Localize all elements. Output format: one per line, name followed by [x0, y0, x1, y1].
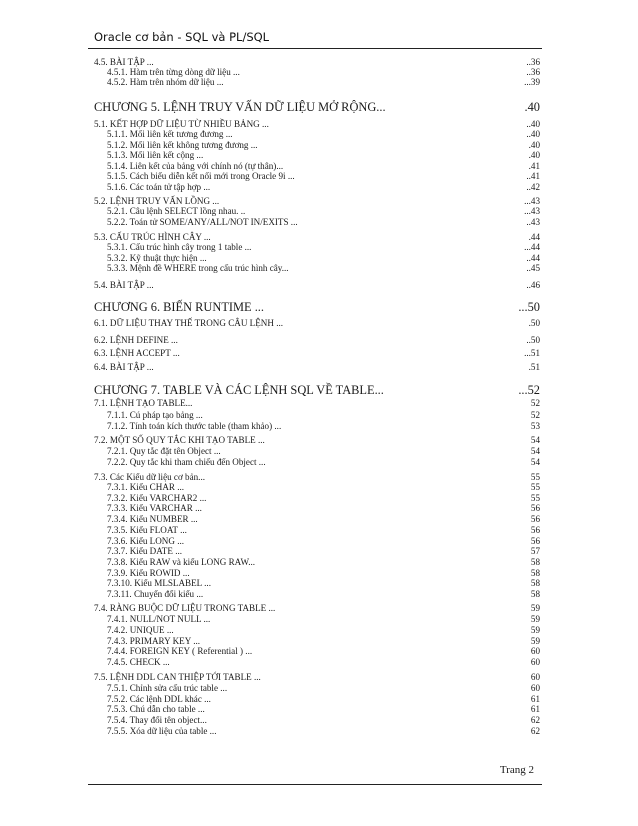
toc-subentry	[107, 482, 540, 492]
toc-subentry	[107, 182, 540, 192]
toc-entry-page: .40	[524, 100, 540, 114]
toc-subentry	[107, 242, 540, 252]
toc-entry-title: 6.4. BÀI TẬP ...	[94, 362, 154, 372]
toc-entry	[94, 398, 540, 408]
toc-entry-page: 62	[530, 715, 540, 725]
toc-entry-page: 55	[530, 493, 540, 503]
toc-entry-page: ..50	[526, 335, 540, 345]
toc-entry-title: 7.1.2. Tính toán kích thước table (tham khảo) ...	[107, 421, 282, 431]
toc-entry	[94, 435, 540, 445]
toc-subentry	[107, 263, 540, 273]
toc-entry-page: 57	[530, 546, 540, 556]
toc-entry	[94, 119, 540, 129]
toc-subentry	[107, 636, 540, 646]
toc-entry	[94, 57, 540, 67]
toc-subentry	[107, 625, 540, 635]
toc-subentry	[107, 150, 540, 160]
toc-entry-title: 7.4.5. CHECK ...	[107, 657, 170, 667]
toc-entry	[94, 280, 540, 290]
toc-entry-title: 7.3.3. Kiểu VARCHAR ...	[107, 503, 202, 513]
toc-entry-title: 7.3.6. Kiểu LONG ...	[107, 536, 185, 546]
toc-entry-page: 58	[530, 568, 540, 578]
toc-entry-page: ...51	[524, 348, 540, 358]
toc-entry-title: 4.5. BÀI TẬP ...	[94, 57, 154, 67]
toc-entry-title: 7.3.4. Kiểu NUMBER ...	[107, 514, 198, 524]
toc-subentry	[107, 446, 540, 456]
toc-entry-title: 5.2.2. Toán tử SOME/ANY/ALL/NOT IN/EXITS ...	[107, 217, 298, 227]
toc-entry-page: 54	[530, 435, 540, 445]
toc-subentry	[107, 536, 540, 546]
toc-entry-title: 7.3.10. Kiểu MLSLABEL ...	[107, 578, 211, 588]
toc-entry-title: 7.3.9. Kiểu ROWID ...	[107, 568, 190, 578]
toc-subentry	[107, 140, 540, 150]
toc-entry-page: 58	[530, 589, 540, 599]
toc-entry-page: 54	[530, 457, 540, 467]
toc-entry-page: 55	[530, 472, 540, 482]
toc-entry-page: 61	[530, 694, 540, 704]
toc-entry	[94, 196, 540, 206]
toc-entry-page: 59	[530, 636, 540, 646]
toc-entry-title: 7.4.1. NULL/NOT NULL ...	[107, 614, 211, 624]
toc-subentry	[107, 129, 540, 139]
toc-entry	[94, 335, 540, 345]
toc-subentry	[107, 646, 540, 656]
toc-entry-page: ..36	[526, 57, 540, 67]
toc-entry-page: ..46	[526, 280, 540, 290]
toc-entry-page: ..40	[526, 119, 540, 129]
toc-entry-page: 59	[530, 614, 540, 624]
toc-entry-page: 60	[530, 646, 540, 656]
toc-entry-page: 56	[530, 525, 540, 535]
toc-entry-page: ..41	[526, 171, 540, 181]
toc-entry-title: 5.1.5. Cách biểu diễn kết nối mới trong Oracle 9i ...	[107, 171, 295, 181]
toc-subentry	[107, 217, 540, 227]
toc-entry-title: 7.4.4. FOREIGN KEY ( Referential ) ...	[107, 646, 253, 656]
toc-entry-page: ...44	[524, 242, 540, 252]
toc-chapter	[94, 300, 540, 314]
toc-subentry	[107, 253, 540, 263]
header-rule	[88, 48, 542, 49]
toc-entry-page: 56	[530, 514, 540, 524]
toc-entry-title: 6.2. LỆNH DEFINE ...	[94, 335, 178, 345]
toc-entry-page: 58	[530, 578, 540, 588]
toc-chapter	[94, 383, 540, 397]
toc-entry-page: ..42	[526, 182, 540, 192]
toc-entry-title: 5.3.1. Cấu trúc hình cây trong 1 table ...	[107, 242, 252, 252]
toc-entry-title: 7.4.3. PRIMARY KEY ...	[107, 636, 201, 646]
toc-entry-page: ...43	[524, 196, 540, 206]
toc-entry-title: 7.3.1. Kiểu CHAR ...	[107, 482, 185, 492]
toc-entry-page: .40	[528, 140, 540, 150]
toc-entry-page: 55	[530, 482, 540, 492]
toc-subentry	[107, 161, 540, 171]
toc-entry-title: 7.3.7. Kiểu DATE ...	[107, 546, 183, 556]
toc-entry-title: 7.2.2. Quy tắc khi tham chiếu đến Object ...	[107, 457, 266, 467]
toc-entry-page: .44	[528, 232, 540, 242]
toc-entry-page: 53	[530, 421, 540, 431]
toc-entry-page: ..43	[526, 217, 540, 227]
toc-entry-title: CHƯƠNG 7. TABLE VÀ CÁC LỆNH SQL VỀ TABLE...	[94, 383, 384, 397]
toc-entry-title: 7.4. RÀNG BUỘC DỮ LIỆU TRONG TABLE ...	[94, 603, 276, 613]
toc-entry-page: 58	[530, 557, 540, 567]
toc-subentry	[107, 715, 540, 725]
toc-entry-title: 7.3.2. Kiểu VARCHAR2 ...	[107, 493, 207, 503]
toc-subentry	[107, 493, 540, 503]
toc-entry-page: 61	[530, 704, 540, 714]
toc-subentry	[107, 171, 540, 181]
toc-entry-page: .50	[528, 318, 540, 328]
toc-entry	[94, 232, 540, 242]
toc-entry-title: 5.1.4. Liên kết của bảng với chính nó (tự thân)...	[107, 161, 284, 171]
toc-entry-page: ...39	[524, 77, 540, 87]
toc-entry-title: 5.3.3. Mệnh đề WHERE trong cấu trúc hình cây...	[107, 263, 289, 273]
toc-entry-title: CHƯƠNG 5. LỆNH TRUY VẤN DỮ LIỆU MỞ RỘNG...	[94, 100, 386, 114]
toc-entry-page: 62	[530, 726, 540, 736]
toc-entry-title: 7.5.5. Xóa dữ liệu của table ...	[107, 726, 217, 736]
toc-subentry	[107, 206, 540, 216]
toc-entry	[94, 603, 540, 613]
toc-entry-title: 5.1.1. Mối liên kết tương đương ...	[107, 129, 233, 139]
toc-subentry	[107, 514, 540, 524]
toc-entry-title: 5.1.2. Mối liên kết không tương đương ...	[107, 140, 258, 150]
toc-entry	[94, 318, 540, 328]
toc-subentry	[107, 525, 540, 535]
toc-entry-title: 7.5. LỆNH DDL CAN THIỆP TỚI TABLE ...	[94, 672, 261, 682]
toc-subentry	[107, 704, 540, 714]
toc-entry-page: 52	[530, 398, 540, 408]
toc-entry-page: 54	[530, 446, 540, 456]
toc-entry	[94, 348, 540, 358]
toc-subentry	[107, 410, 540, 420]
toc-entry-page: ...43	[524, 206, 540, 216]
toc-subentry	[107, 614, 540, 624]
toc-entry-title: 7.2.1. Quy tắc đặt tên Object ...	[107, 446, 221, 456]
toc-entry-page: 60	[530, 672, 540, 682]
toc-subentry	[107, 503, 540, 513]
toc-subentry	[107, 457, 540, 467]
toc-subentry	[107, 694, 540, 704]
toc-subentry	[107, 77, 540, 87]
toc-entry-page: .51	[528, 362, 540, 372]
toc-subentry	[107, 657, 540, 667]
toc-entry-title: 7.4.2. UNIQUE ...	[107, 625, 174, 635]
toc-entry-title: CHƯƠNG 6. BIẾN RUNTIME ...	[94, 300, 264, 314]
toc-subentry	[107, 557, 540, 567]
toc-entry-title: 7.5.3. Chú dẫn cho table ...	[107, 704, 205, 714]
toc-subentry	[107, 726, 540, 736]
toc-entry-page: 59	[530, 603, 540, 613]
toc-entry	[94, 672, 540, 682]
footer-rule	[88, 784, 542, 785]
toc-entry-title: 7.5.2. Các lệnh DDL khác ...	[107, 694, 211, 704]
toc-entry-title: 7.1. LỆNH TẠO TABLE...	[94, 398, 193, 408]
toc-entry-title: 7.2. MỘT SỐ QUY TẮC KHI TẠO TABLE ...	[94, 435, 265, 445]
toc-entry-title: 6.3. LỆNH ACCEPT ...	[94, 348, 180, 358]
toc-entry-page: .40	[528, 150, 540, 160]
toc-entry-title: 4.5.2. Hàm trên nhóm dữ liệu ...	[107, 77, 224, 87]
toc-entry-title: 7.3.11. Chuyển đổi kiểu ...	[107, 589, 204, 599]
toc-entry-title: 7.5.4. Thay đổi tên object...	[107, 715, 207, 725]
toc-entry-page: ..44	[526, 253, 540, 263]
toc-chapter	[94, 100, 540, 114]
toc-entry-page: ...52	[518, 383, 540, 397]
toc-entry-title: 5.3.2. Kỹ thuật thực hiện ...	[107, 253, 207, 263]
toc-entry	[94, 472, 540, 482]
toc-subentry	[107, 421, 540, 431]
toc-entry-page: ..45	[526, 263, 540, 273]
toc-entry-title: 5.1. KẾT HỢP DỮ LIỆU TỪ NHIỀU BẢNG ...	[94, 119, 269, 129]
toc-entry-title: 7.3. Các Kiểu dữ liệu cơ bản...	[94, 472, 206, 482]
toc-subentry	[107, 67, 540, 77]
toc-subentry	[107, 578, 540, 588]
toc-subentry	[107, 546, 540, 556]
toc-entry	[94, 362, 540, 372]
page-number: Trang 2	[499, 764, 534, 776]
toc-entry-title: 5.2.1. Câu lệnh SELECT lồng nhau. ..	[107, 206, 246, 216]
toc-entry-title: 6.1. DỮ LIỆU THAY THẾ TRONG CÂU LỆNH ...	[94, 318, 284, 328]
toc-entry-page: 60	[530, 657, 540, 667]
toc-entry-title: 4.5.1. Hàm trên từng dòng dữ liệu ...	[107, 67, 240, 77]
toc-subentry	[107, 683, 540, 693]
toc-subentry	[107, 589, 540, 599]
toc-entry-page: ..36	[526, 67, 540, 77]
toc-entry-page: 60	[530, 683, 540, 693]
toc-entry-page: 59	[530, 625, 540, 635]
toc-entry-title: 5.1.6. Các toán tử tập hợp ...	[107, 182, 211, 192]
toc-entry-page: 56	[530, 503, 540, 513]
toc-entry-page: 52	[530, 410, 540, 420]
toc-entry-title: 5.2. LỆNH TRUY VẤN LỒNG ...	[94, 196, 220, 206]
toc-entry-page: 56	[530, 536, 540, 546]
toc-entry-title: 5.1.3. Mối liên kết cộng ...	[107, 150, 204, 160]
toc-entry-title: 7.5.1. Chỉnh sửa cấu trúc table ...	[107, 683, 228, 693]
toc-entry-title: 7.3.8. Kiểu RAW và kiểu LONG RAW...	[107, 557, 256, 567]
toc-entry-title: 7.3.5. Kiểu FLOAT ...	[107, 525, 187, 535]
toc-entry-page: .41	[528, 161, 540, 171]
toc-subentry	[107, 568, 540, 578]
toc-entry-title: 7.1.1. Cú pháp tạo bảng ...	[107, 410, 203, 420]
header-title: Oracle cơ bản - SQL và PL/SQL	[94, 30, 270, 44]
toc-entry-page: ..40	[526, 129, 540, 139]
toc-entry-page: ...50	[518, 300, 540, 314]
toc-entry-title: 5.4. BÀI TẬP ...	[94, 280, 154, 290]
toc-entry-title: 5.3. CẤU TRÚC HÌNH CÂY ...	[94, 232, 211, 242]
